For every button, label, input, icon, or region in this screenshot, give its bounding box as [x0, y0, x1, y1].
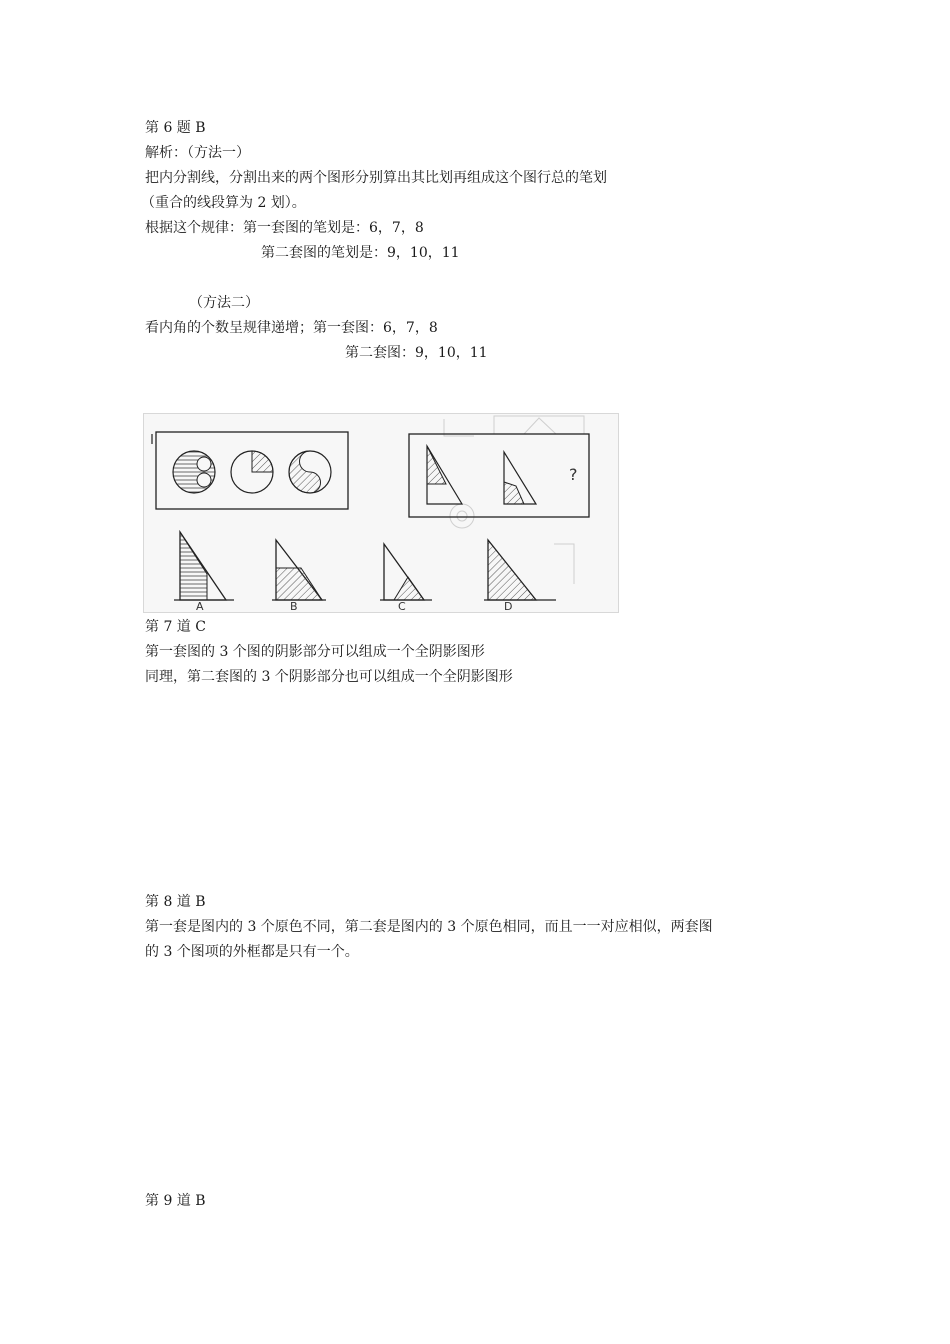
option-b-label: B	[290, 600, 298, 613]
set2-triangle-2	[504, 452, 536, 504]
option-b-triangle	[272, 540, 326, 600]
q6-rule-line2: 第二套图的笔划是：9，10，11	[261, 245, 460, 261]
set1-circle-3	[289, 451, 331, 493]
q8-text-line1: 第一套是图内的 3 个原色不同，第二套是图内的 3 个原色相同，而且一一对应相似，两套图	[145, 919, 713, 935]
set1-circle-2	[231, 451, 273, 493]
q6-method2-line1: 看内角的个数呈规律递增；第一套图：6，7，8	[145, 320, 438, 336]
set1-circle-1	[173, 451, 215, 493]
option-a-triangle	[174, 532, 234, 600]
q6-text-line2: （重合的线段算为 2 划）。	[141, 195, 306, 211]
q9-title: 第 9 道 B	[145, 1193, 206, 1209]
q6-rule-line1: 根据这个规律：第一套图的笔划是：6，7，8	[145, 220, 424, 236]
option-c-label: C	[398, 600, 406, 613]
option-d-triangle	[484, 540, 556, 600]
q8-title: 第 8 道 B	[145, 894, 206, 910]
q6-analysis-label: 解析：（方法一）	[145, 145, 250, 161]
q6-method2-label: （方法二）	[189, 295, 259, 311]
q7-puzzle-figure	[143, 413, 619, 613]
set2-triangle-1	[427, 446, 462, 504]
question-mark: ?	[569, 465, 578, 484]
q6-text-line1: 把内分割线，分割出来的两个图形分别算出其比划再组成这个图行总的笔划	[145, 170, 607, 186]
q8-text-line2: 的 3 个图项的外框都是只有一个。	[145, 944, 359, 960]
q6-title: 第 6 题 B	[145, 120, 206, 136]
q6-method2-line2: 第二套图：9，10，11	[345, 345, 488, 361]
option-a-label: A	[196, 600, 204, 613]
q7-text-line1: 第一套图的 3 个图的阴影部分可以组成一个全阴影图形	[145, 644, 485, 660]
q7-title: 第 7 道 C	[145, 619, 206, 635]
option-d-label: D	[504, 600, 513, 613]
option-c-triangle	[380, 544, 432, 600]
q7-text-line2: 同理，第二套图的 3 个阴影部分也可以组成一个全阴影图形	[145, 669, 513, 685]
